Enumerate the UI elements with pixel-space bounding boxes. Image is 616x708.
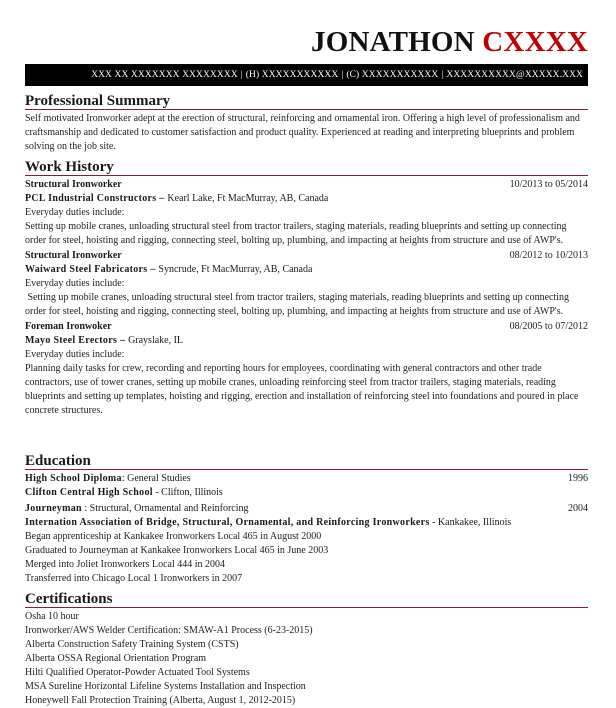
- dash: –: [147, 264, 159, 275]
- degree-field: : Structural, Ornamental and Reinforcing: [81, 503, 249, 514]
- degree-name: High School Diploma: [25, 473, 122, 484]
- education-note: Graduated to Journeyman at Kankakee Ironworkers Local 465 in June 2003: [25, 545, 329, 556]
- job-location: Kearl Lake, Ft MacMurray, AB, Canada: [167, 193, 329, 204]
- education-entry: [25, 472, 588, 500]
- education-entry: [25, 502, 588, 586]
- school-name: Clifton Central High School: [25, 487, 153, 498]
- section-title: Education: [25, 453, 588, 470]
- job-intro: Everyday duties include:: [25, 278, 125, 289]
- job-company-line: [25, 263, 588, 277]
- school-name: Internation Association of Bridge, Structural, Ornamental, and Reinforcing Ironworkers: [25, 517, 430, 528]
- education-note: Transferred into Chicago Local 1 Ironworkers in 2007: [25, 573, 243, 584]
- certification-item: Ironworker/AWS Welder Certification: SMAW-A1 Process (6-23-2015): [25, 625, 313, 636]
- job-location: Grayslake, IL: [128, 335, 184, 346]
- school-location: - Kankakee, Illinois: [429, 517, 512, 528]
- contact-email[interactable]: XXXXXXXXXX@XXXXX.XXX: [446, 70, 583, 80]
- education-year: 1996: [568, 473, 588, 484]
- job-title: Structural Ironworker: [25, 250, 122, 261]
- section-title: Certifications: [25, 591, 588, 608]
- job-intro: Everyday duties include:: [25, 207, 125, 218]
- education-year: 2004: [568, 503, 588, 514]
- section-professional-summary: [25, 93, 588, 154]
- job-dates: 10/2013 to 05/2014: [509, 179, 588, 190]
- section-certifications: [25, 591, 588, 708]
- contact-separator: |: [240, 70, 243, 80]
- certification-list: [25, 610, 588, 708]
- job-location: Syncrude, Ft MacMurray, AB, Canada: [158, 264, 313, 275]
- job-dates: 08/2012 to 10/2013: [509, 250, 588, 261]
- education-school-line: [25, 516, 511, 530]
- job-title: Structural Ironworker: [25, 179, 122, 190]
- certification-item: Osha 10 hour: [25, 611, 79, 622]
- job-entry: [25, 249, 588, 319]
- degree-field: : General Studies: [121, 473, 191, 484]
- job-entry: [25, 178, 588, 248]
- certification-item: MSA Sureline Horizontal Lifeline Systems Installation and Inspection: [25, 681, 306, 692]
- education-degree-line: [25, 472, 191, 486]
- section-work-history: [25, 159, 588, 418]
- summary-text: Self motivated Ironworker adept at the erection of structural, reinforcing and ornamental iron. Offering a high level of professionalism and craftsmanship and dedicated to customer satisfaction and product quality. Experienced at reading and interpreting blueprints and problem solving on the job site.: [25, 113, 580, 152]
- job-description: Setting up mobile cranes, unloading structural steel from tractor trailers, staging materials, reading blueprints and setting up connecting order for steel, hoisting and rigging, connecting steel, bolting up, plumbing, and impacting at heights from structure and use of AWP's.: [25, 221, 567, 246]
- job-company-line: [25, 334, 588, 348]
- education-note: Merged into Joliet Ironworkers Local 444 in 2004: [25, 559, 226, 570]
- dash: –: [117, 335, 129, 346]
- education-school-line: [25, 486, 223, 500]
- education-note: Began apprenticeship at Kankakee Ironworkers Local 465 in August 2000: [25, 531, 322, 542]
- contact-bar: [25, 64, 588, 86]
- job-title: Foreman Ironwoker: [25, 321, 112, 332]
- company-name: Waiward Steel Fabricators: [25, 264, 148, 275]
- job-description: Setting up mobile cranes, unloading structural steel from tractor trailers, staging materials, reading blueprints and setting up connecting order for steel, hoisting and rigging, connecting steel, bolting up, plumbing, and impacting at heights from structure and use of AWP's.: [25, 292, 572, 317]
- job-company-line: [25, 192, 588, 206]
- last-name: CXXXX: [482, 26, 588, 58]
- job-entry: [25, 320, 588, 418]
- certification-item: Alberta Construction Safety Training System (CSTS): [25, 639, 239, 650]
- section-title: Professional Summary: [25, 93, 588, 110]
- contact-cell-phone: (C) XXXXXXXXXXX: [346, 70, 439, 80]
- first-name: JONATHON: [311, 26, 475, 58]
- contact-address: XXX XX XXXXXXX XXXXXXXX: [91, 70, 238, 80]
- contact-home-phone: (H) XXXXXXXXXXX: [245, 70, 339, 80]
- section-title: Work History: [25, 159, 588, 176]
- dash: –: [156, 193, 168, 204]
- job-intro: Everyday duties include:: [25, 349, 125, 360]
- job-description: Planning daily tasks for crew, recording and reporting hours for employees, coordinating with general contractors and other trade contractors, use of tower cranes, setting up mobile cranes, unloading reinforcing steel from tractor trailers, staging materials, reading blueprints and setting up templates, hoisting and rigging, erection and installation of reinforcing steel into foundations and poured in place concrete structures.: [25, 363, 579, 416]
- certification-item: Honeywell Fall Protection Training (Alberta, August 1, 2012-2015): [25, 695, 296, 706]
- company-name: Mayo Steel Erectors: [25, 335, 118, 346]
- certification-item: Alberta OSSA Regional Orientation Program: [25, 653, 207, 664]
- company-name: PCL Industrial Constructors: [25, 193, 157, 204]
- school-location: - Clifton, Illinois: [152, 487, 223, 498]
- job-dates: 08/2005 to 07/2012: [509, 321, 588, 332]
- contact-separator: |: [441, 70, 444, 80]
- education-degree-line: [25, 502, 249, 516]
- certification-item: Hilti Qualified Operator-Powder Actuated Tool Systems: [25, 667, 250, 678]
- degree-name: Journeyman: [25, 503, 82, 514]
- candidate-name: [311, 28, 588, 57]
- section-education: [25, 453, 588, 586]
- contact-separator: |: [341, 70, 344, 80]
